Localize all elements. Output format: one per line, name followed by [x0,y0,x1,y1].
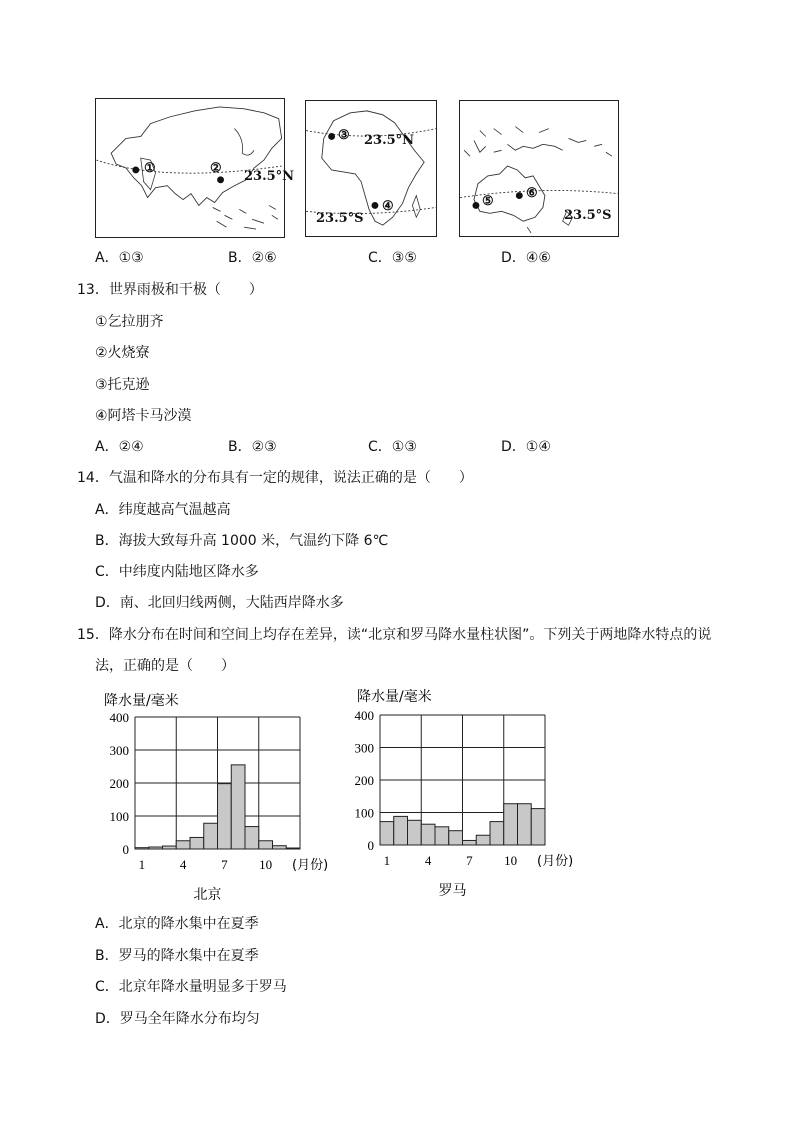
q12-option-a[interactable]: A．①③ [95,250,144,266]
point-2-label: ② [210,161,222,176]
q13-option-c[interactable]: C．①③ [368,439,417,455]
q12-option-c[interactable]: C．③⑤ [368,250,417,266]
point-5-label: ⑤ [482,194,494,209]
tropic-s-label: 23.5°S [316,211,364,226]
chart-xlabel: (月份) [537,854,574,869]
q13-option-d[interactable]: D．①④ [501,439,551,455]
bar-month-6 [449,831,463,845]
bar-month-2 [394,816,408,845]
x-tick-label: 4 [424,853,432,868]
point-6-dot [516,192,523,199]
q13-item-1: ①乞拉朋齐 [95,314,164,330]
q14-option-c[interactable]: C．中纬度内陆地区降水多 [95,564,259,580]
y-tick-label: 0 [367,838,374,853]
q14-option-a[interactable]: A．纬度越高气温越高 [95,502,231,518]
bar-month-5 [190,837,204,849]
point-4-label: ④ [382,199,394,214]
bar-month-11 [273,846,287,849]
q14-option-b[interactable]: B．海拔大致每升高 1000 米，气温约下降 6℃ [95,533,389,549]
x-tick-label: 10 [259,857,273,872]
q14-option-d[interactable]: D．南、北回归线两侧，大陆西岸降水多 [95,595,344,611]
q13-stem: 13．世界雨极和干极（ ） [77,282,263,298]
bar-month-10 [504,804,518,845]
y-tick-label: 100 [354,805,374,821]
bar-month-11 [518,804,532,845]
bar-month-10 [259,841,273,849]
bar-month-4 [421,824,435,845]
bar-month-2 [149,847,163,849]
oceania-map [459,100,619,237]
y-tick-label: 400 [109,710,129,725]
q15-option-c[interactable]: C．北京年降水量明显多于罗马 [95,979,287,995]
q14-stem: 14．气温和降水的分布具有一定的规律，说法正确的是（ ） [77,470,473,486]
chart-ylabel: 降水量/毫米 [104,693,179,709]
bar-month-6 [204,823,218,849]
chart-title: 罗马 [438,883,467,899]
q15-option-d[interactable]: D．罗马全年降水分布均匀 [95,1011,260,1027]
q12-option-d[interactable]: D．④⑥ [501,250,551,266]
bar-month-7 [218,784,232,849]
point-1-dot [132,167,139,174]
point-6-label: ⑥ [526,186,538,201]
q12-option-b[interactable]: B．②⑥ [228,250,277,266]
chart-xlabel: (月份) [292,858,329,873]
y-tick-label: 400 [354,708,374,723]
bar-month-8 [231,765,245,849]
bar-month-1 [135,848,149,849]
q13-option-a[interactable]: A．②④ [95,439,144,455]
q13-item-2: ②火烧寮 [95,345,150,361]
q15-stem-line2: 法，正确的是（ ） [95,658,235,674]
y-tick-label: 300 [354,740,374,756]
bar-month-3 [408,820,422,845]
y-tick-label: 100 [109,809,129,824]
bar-month-9 [245,827,259,849]
y-tick-label: 300 [109,743,129,758]
x-tick-label: 1 [138,857,146,872]
x-tick-label: 10 [504,853,518,868]
q15-option-b[interactable]: B．罗马的降水集中在夏季 [95,948,259,964]
x-tick-label: 1 [383,853,391,868]
tropic-label: 23.5°N [244,169,295,184]
bar-month-4 [176,841,190,849]
point-1-label: ① [144,161,156,176]
tropic-n-label: 23.5°N [364,133,415,148]
bar-month-8 [476,835,490,845]
point-5-dot [472,202,479,209]
bar-month-12 [531,809,545,845]
q15-option-a[interactable]: A．北京的降水集中在夏季 [95,916,259,932]
q15-stem-line1: 15．降水分布在时间和空间上均存在差异，读“北京和罗马降水量柱状图”。下列关于两地降水特点的说 [77,627,712,643]
q13-item-4: ④阿塔卡马沙漠 [95,408,192,424]
bar-month-5 [435,827,449,845]
tropic-label: 23.5°S [564,208,612,223]
y-tick-label: 200 [354,773,374,788]
q13-option-b[interactable]: B．②③ [228,439,277,455]
africa-map [305,100,437,237]
asia-map-drawing [96,99,284,237]
x-tick-label: 4 [179,857,187,872]
rome-precipitation-chart [335,683,585,898]
y-tick-label: 200 [109,776,129,791]
point-3-label: ③ [338,128,350,143]
bar-month-9 [490,822,504,845]
asia-map [95,98,295,238]
bar-month-7 [463,840,477,845]
point-2-dot [217,176,224,183]
beijing-precipitation-chart [90,685,329,903]
point-3-dot [328,133,335,140]
bar-month-3 [163,846,177,849]
x-tick-label: 7 [221,857,228,872]
chart-ylabel: 降水量/毫米 [357,689,432,705]
chart-title: 北京 [193,887,222,903]
bar-month-1 [380,822,394,845]
q13-item-3: ③托克逊 [95,377,150,393]
y-tick-label: 0 [122,842,129,857]
bar-month-12 [286,848,300,849]
point-4-dot [371,202,378,209]
x-tick-label: 7 [466,853,473,868]
